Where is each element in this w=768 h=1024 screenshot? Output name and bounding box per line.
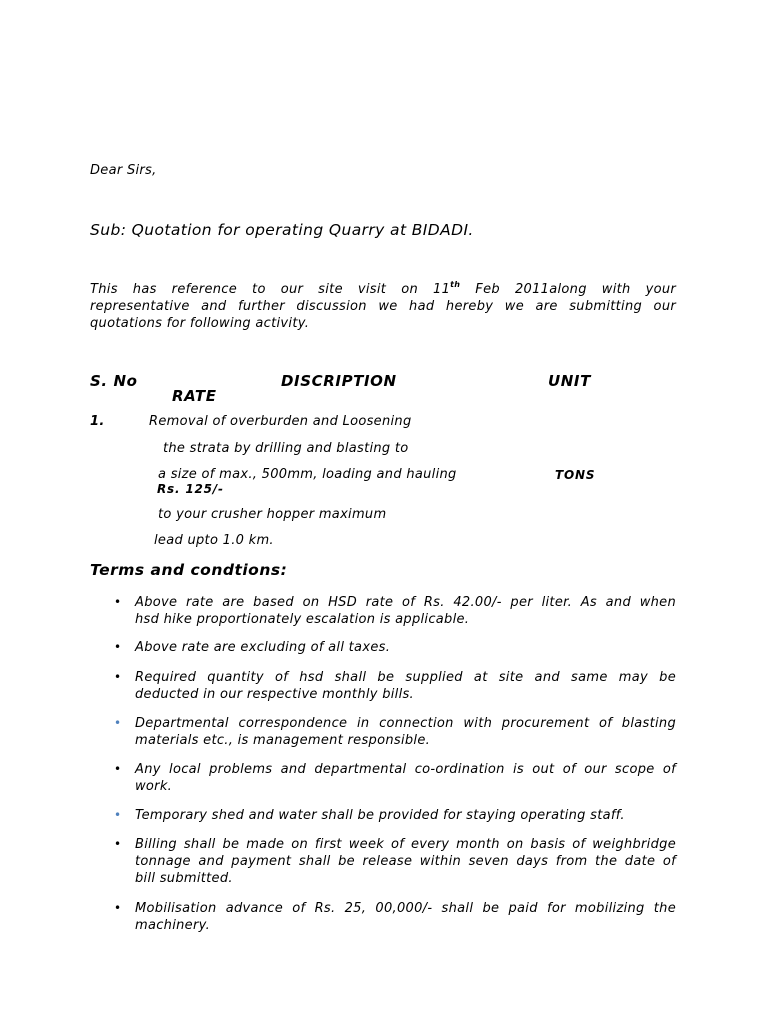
row-description-line: Removal of overburden and Loosening [149, 414, 412, 429]
terms-item-line: Above rate are excluding of all taxes. [135, 640, 391, 655]
terms-item-line: deducted in our respective monthly bills. [135, 687, 414, 702]
terms-title: Terms and condtions: [90, 561, 288, 579]
header-description: DISCRIPTION [281, 372, 397, 390]
row-description-line: the strata by drilling and blasting to [163, 441, 409, 456]
bullet-icon: • [114, 640, 122, 654]
salutation: Dear Sirs, [90, 163, 157, 178]
terms-item-line: Above rate are based on HSD rate of Rs. 42.00/- per liter. As and when [135, 595, 676, 610]
row-description-line: a size of max., 500mm, loading and hauling [158, 467, 457, 482]
bullet-icon: • [114, 762, 122, 776]
intro-line-3: quotations for following activity. [90, 316, 310, 331]
row-description-line: lead upto 1.0 km. [154, 533, 274, 548]
terms-item-line: work. [135, 779, 173, 794]
bullet-icon: • [114, 595, 122, 609]
terms-item-line: tonnage and payment shall be release within seven days from the date of [135, 854, 676, 869]
bullet-icon: • [114, 716, 122, 730]
terms-item-line: Temporary shed and water shall be provided for staying operating staff. [135, 808, 625, 823]
terms-item-line: hsd hike proportionately escalation is applicable. [135, 612, 470, 627]
row-description-line: to your crusher hopper maximum [158, 507, 387, 522]
terms-item-line: machinery. [135, 918, 211, 933]
bullet-icon: • [114, 670, 122, 684]
terms-item-line: materials etc., is management responsible. [135, 733, 431, 748]
intro-line-2: representative and further discussion we had hereby we are submitting our [90, 299, 676, 314]
bullet-icon: • [114, 808, 122, 822]
row-unit: TONS [555, 468, 596, 482]
terms-item-line: Mobilisation advance of Rs. 25, 00,000/- shall be paid for mobilizing the [135, 901, 676, 916]
row-rate: Rs. 125/- [157, 482, 224, 496]
terms-item-line: Required quantity of hsd shall be supplied at site and same may be [135, 670, 676, 685]
terms-item-line: Billing shall be made on first week of every month on basis of weighbridge [135, 837, 676, 852]
header-rate: RATE [172, 387, 217, 405]
row-number: 1. [90, 414, 105, 429]
header-sno: S. No [90, 372, 138, 390]
header-unit: UNIT [548, 372, 591, 390]
subject-line: Sub: Quotation for operating Quarry at BIDADI. [90, 221, 474, 239]
bullet-icon: • [114, 837, 122, 851]
terms-item-line: bill submitted. [135, 871, 233, 886]
terms-item-line: Any local problems and departmental co-ordination is out of our scope of [135, 762, 676, 777]
terms-item-line: Departmental correspondence in connection with procurement of blasting [135, 716, 676, 731]
intro-line-1: This has reference to our site visit on 11th Feb 2011along with your [90, 280, 677, 297]
bullet-icon: • [114, 901, 122, 915]
intro-paragraph [90, 281, 676, 332]
